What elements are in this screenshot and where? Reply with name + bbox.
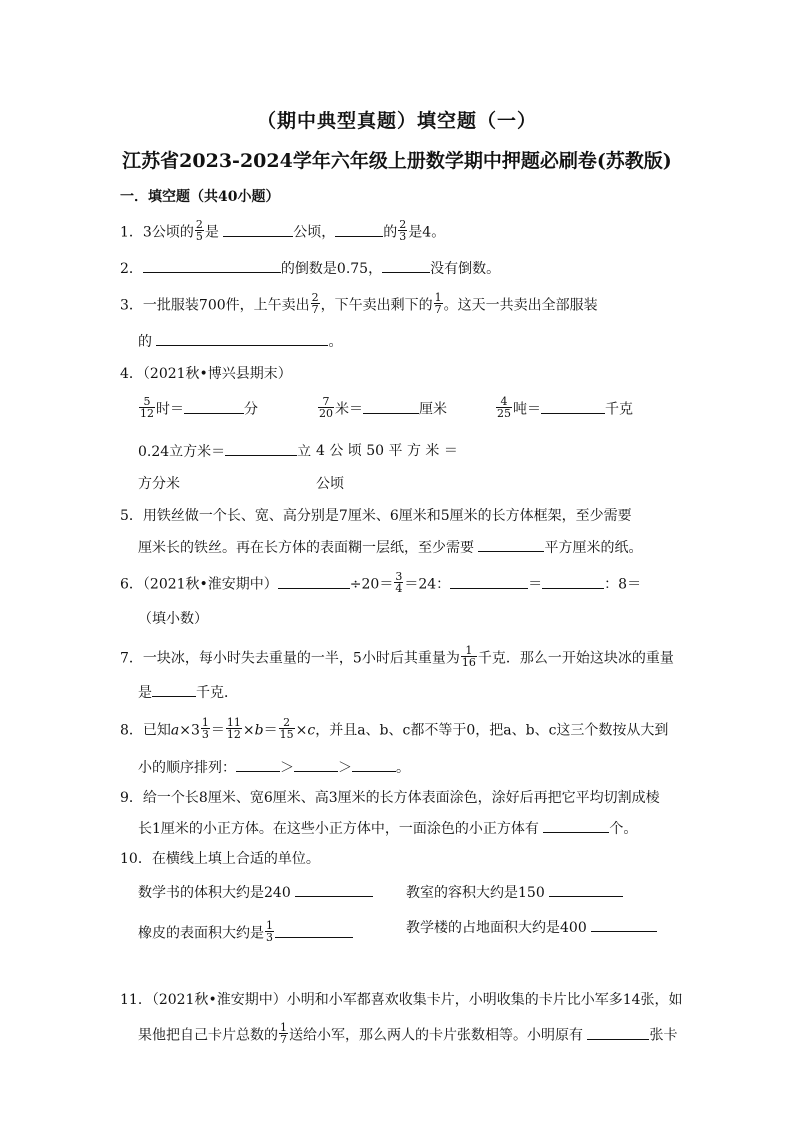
q4-fraction-c: $\frac{4}{25}$ <box>497 395 511 420</box>
question-4-row-2 <box>138 441 311 462</box>
q10-blank-a[interactable] <box>295 882 373 897</box>
question-6 <box>120 570 642 596</box>
q11-text-c: 张卡 <box>649 1027 678 1044</box>
q4-d-text-1: 0.24立方米＝ <box>138 444 226 460</box>
q9-text-b: 个。 <box>609 821 638 837</box>
q10-blank-b[interactable] <box>549 882 623 897</box>
q7-fraction: $\frac{1}{16}$ <box>461 644 476 669</box>
q1-text-c: 公顷， <box>293 224 336 241</box>
q10-item-c <box>138 919 353 945</box>
q10-text-a: 数学书的体积大约是240 <box>138 885 291 901</box>
q3-text-b: ，下午卖出剩下的 <box>320 297 433 314</box>
q4-a-text-2: 分 <box>244 401 258 418</box>
q4-b-text-2: 厘米 <box>419 401 447 418</box>
question-3-line-2 <box>138 331 342 352</box>
q6-text-c: ＝24： <box>404 576 451 593</box>
q10-blank-d[interactable] <box>591 917 657 932</box>
q1-text-d: 的 <box>383 224 398 241</box>
q7-blank[interactable] <box>152 682 196 697</box>
q3-text-e: 。 <box>328 334 343 350</box>
question-1 <box>120 218 446 244</box>
q10-text-c: 橡皮的表面积大约是 <box>138 925 264 942</box>
q10-text-d: 教学楼的占地面积大约是400 <box>406 920 587 936</box>
q8-text-c: 小的顺序排列： <box>138 760 236 776</box>
q4-c-text-2: 千克 <box>605 401 633 418</box>
question-7-line-2 <box>138 682 238 703</box>
question-5-line-2 <box>138 537 642 558</box>
q1-blank-2[interactable] <box>335 222 383 237</box>
q8-eq-2: ＝ <box>263 722 278 739</box>
q7-text-b: 千克．那么一开始这块冰的重量 <box>477 650 674 667</box>
question-6-line-2: （填小数） <box>138 611 208 627</box>
question-11: 11．（2021秋•淮安期中）小明和小军都喜欢收集卡片，小明收集的卡片比小军多14张，如 <box>120 992 683 1008</box>
question-5: 5．用铁丝做一个长、宽、高分别是7厘米、6厘米和5厘米的长方体框架，至少需要 <box>120 508 632 524</box>
q4-blank-d[interactable] <box>225 441 297 456</box>
q2-blank-1[interactable] <box>143 258 281 273</box>
q5-text-b: 平方厘米的纸。 <box>544 540 643 556</box>
q8-times-3: × <box>295 722 308 739</box>
q4-blank-c[interactable] <box>541 399 605 414</box>
q1-text-a: 1．3公顷的 <box>120 224 194 241</box>
q8-var-c: c <box>307 722 316 739</box>
q11-blank[interactable] <box>587 1025 649 1040</box>
q8-var-b: b <box>254 722 264 739</box>
q4-blank-a[interactable] <box>184 399 244 414</box>
q3-text-d: 的 <box>138 334 152 350</box>
q6-text-e: ＝ <box>528 576 543 593</box>
q4-fraction-a: $\frac{5}{12}$ <box>140 395 154 420</box>
q10-fraction: $\frac{1}{3}$ <box>266 919 273 944</box>
q4-d-text-2: 立 <box>297 444 312 460</box>
q6-blank-2[interactable] <box>450 574 528 589</box>
q8-fraction-1: $\frac{1}{3}$ <box>201 716 209 741</box>
page-title: （期中典型真题）填空题（一） <box>256 110 537 132</box>
question-9: 9．给一个长8厘米、宽6厘米、高3厘米的长方体表面涂色，涂好后再把它平均切割成棱 <box>120 790 660 806</box>
q2-blank-2[interactable] <box>382 258 430 273</box>
q8-text-d: 。 <box>396 760 410 776</box>
q8-fraction-2: $\frac{11}{12}$ <box>226 716 241 741</box>
question-4-item-e <box>316 441 458 461</box>
question-4-row-1 <box>138 395 258 421</box>
q7-text-d: 千克． <box>196 685 238 701</box>
question-4-row-3: 方分米 <box>138 476 180 492</box>
q2-text-b: 的倒数是0.75， <box>280 261 383 277</box>
q6-text-f: ：8＝ <box>604 576 642 593</box>
q7-text-a: 7．一块冰，每小时失去重量的一半，5小时后其重量为 <box>120 650 460 667</box>
q4-fraction-b: $\frac{7}{20}$ <box>319 395 333 420</box>
q2-text-c: 没有倒数。 <box>430 261 501 277</box>
q11-fraction: $\frac{1}{7}$ <box>280 1021 287 1046</box>
q8-blank-2[interactable] <box>294 757 338 772</box>
question-2 <box>120 258 500 279</box>
q10-item-d <box>406 917 657 938</box>
question-4-item-c <box>495 395 633 421</box>
question-7 <box>120 644 674 670</box>
question-9-line-2 <box>138 818 637 839</box>
question-8 <box>120 716 669 742</box>
q8-gt-1: ＞ <box>280 760 294 776</box>
question-4-item-b <box>317 395 447 421</box>
q8-text-a: 8．已知 <box>120 722 171 739</box>
q3-blank[interactable] <box>156 331 328 346</box>
q1-fraction-2: $\frac{2}{3}$ <box>399 218 407 243</box>
q7-text-c: 是 <box>138 685 152 701</box>
q10-text-b: 教室的容积大约是150 <box>406 885 545 901</box>
q3-fraction-1: $\frac{2}{7}$ <box>311 291 319 316</box>
q8-var-a: a <box>170 722 180 739</box>
question-11-line-2 <box>138 1021 678 1047</box>
q5-text-a: 厘米长的铁丝。再在长方体的表面糊一层纸，至少需要 <box>138 540 474 556</box>
q8-fraction-3: $\frac{2}{15}$ <box>279 716 294 741</box>
q4-c-text-1: 吨＝ <box>513 401 541 418</box>
q1-text-b: 是 <box>204 224 219 241</box>
q6-text-b: ÷20＝ <box>349 576 394 593</box>
section-heading: 一．填空题（共40小题） <box>120 189 280 205</box>
q8-text-b: ，并且a、b、c都不等于0，把a、b、c这三个数按从大到 <box>315 722 669 739</box>
q2-text-a: 2． <box>120 261 143 277</box>
q1-text-e: 是4。 <box>408 224 446 241</box>
q8-times: ×3 <box>179 722 200 739</box>
q4-blank-b[interactable] <box>363 399 419 414</box>
q4-b-text-1: 米＝ <box>335 401 363 418</box>
q6-fraction: $\frac{3}{4}$ <box>395 570 403 595</box>
page-subtitle: 江苏省2023-2024学年六年级上册数学期中押题必刷卷(苏教版) <box>122 150 672 172</box>
q11-text-a: 果他把自己卡片总数的 <box>138 1027 278 1044</box>
question-3 <box>120 291 598 317</box>
q11-text-b: 送给小军，那么两人的卡片张数相等。小明原有 <box>289 1027 583 1044</box>
question-4-heading: 4．（2021秋•博兴县期末） <box>120 366 292 382</box>
q9-blank[interactable] <box>543 818 609 833</box>
q3-fraction-2: $\frac{1}{7}$ <box>434 291 442 316</box>
q4-a-text-1: 时＝ <box>156 401 184 418</box>
q3-text-c: 。这天一共卖出全部服装 <box>443 297 598 314</box>
question-4-item-e-unit: 公顷 <box>316 476 344 492</box>
q10-blank-c[interactable] <box>275 923 353 938</box>
q8-blank-3[interactable] <box>352 757 396 772</box>
question-8-line-2 <box>138 757 410 778</box>
q4-e-text-1: 4 公 顷 50 平 方 米 ＝ <box>316 443 458 459</box>
q8-blank-1[interactable] <box>236 757 280 772</box>
q8-gt-2: ＞ <box>338 760 352 776</box>
q10-item-b <box>406 882 623 903</box>
q1-blank-1[interactable] <box>223 222 293 237</box>
q6-text-a: 6．（2021秋•淮安期中） <box>120 576 278 593</box>
q5-blank[interactable] <box>478 537 544 552</box>
q8-eq-1: ＝ <box>210 722 225 739</box>
q10-item-a <box>138 882 373 903</box>
question-10: 10．在横线上填上合适的单位。 <box>120 851 320 867</box>
q8-times-2: × <box>242 722 255 739</box>
q6-blank-1[interactable] <box>278 574 350 589</box>
q9-text-a: 长1厘米的小正方体。在这些小正方体中，一面涂色的小正方体有 <box>138 821 539 837</box>
q3-text-a: 3．一批服装700件，上午卖出 <box>120 297 310 314</box>
q1-fraction-1: $\frac{2}{5}$ <box>195 218 203 243</box>
q6-blank-3[interactable] <box>542 574 604 589</box>
